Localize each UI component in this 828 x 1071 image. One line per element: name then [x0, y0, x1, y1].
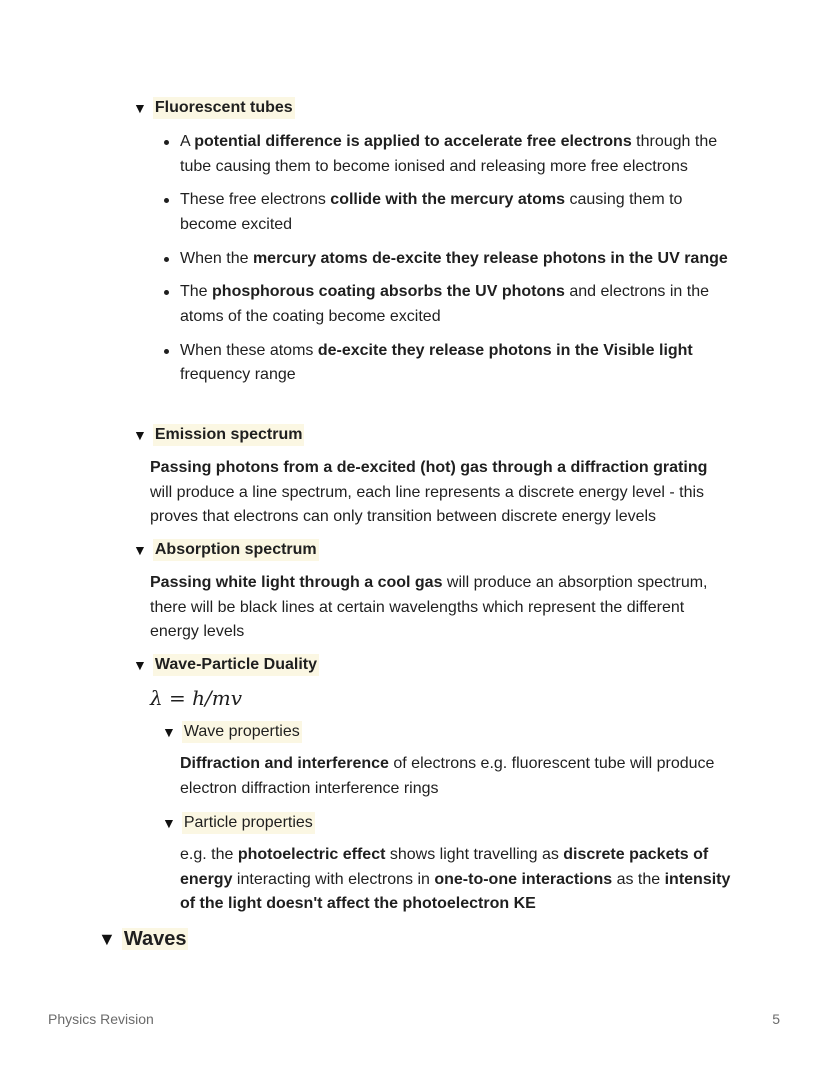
page-number: 5 — [772, 1011, 780, 1027]
fluorescent-tubes-list — [162, 130, 742, 397]
toggle-title: Fluorescent tubes — [153, 97, 295, 119]
particle-properties-text: e.g. the photoelectric effect shows light travelling as discrete packets of energy interacting with electrons in one-to-one interactions as the intensity of the light doesn't affect the photoelectron KE — [180, 846, 731, 912]
toggle-absorption-spectrum[interactable] — [133, 539, 319, 561]
de-broglie-formula: λ = h/mv — [150, 686, 243, 710]
toggle-title: Emission spectrum — [153, 424, 305, 446]
toggle-title: Wave-Particle Duality — [153, 654, 319, 676]
triangle-down-icon[interactable]: ▼ — [133, 427, 147, 443]
bullet-icon — [164, 257, 169, 262]
toggle-title: Particle properties — [182, 812, 315, 834]
wave-properties-text: Diffraction and interference of electrons e.g. fluorescent tube will produce electron diffraction interference rings — [180, 755, 715, 797]
triangle-down-icon[interactable]: ▼ — [98, 929, 116, 949]
list-item: A potential difference is applied to accelerate free electrons through the tube causing them to become ionised and releasing more free electrons — [162, 130, 742, 179]
toggle-wave-properties[interactable] — [162, 721, 302, 743]
bullet-icon — [164, 349, 169, 354]
toggle-waves[interactable] — [98, 928, 188, 950]
footer-title: Physics Revision — [48, 1011, 154, 1027]
toggle-title: Waves — [123, 928, 187, 950]
toggle-title: Wave properties — [182, 721, 302, 743]
toggle-particle-properties[interactable] — [162, 812, 315, 834]
emission-spectrum-text: Passing photons from a de-excited (hot) gas through a diffraction grating will produce a line spectrum, each line represents a discrete energy level - this proves that electrons can only transition between discrete energy levels — [150, 459, 708, 525]
triangle-down-icon[interactable]: ▼ — [133, 542, 147, 558]
toggle-title: Absorption spectrum — [153, 539, 319, 561]
list-item: When these atoms de-excite they release photons in the Visible light frequency range — [162, 339, 742, 388]
bullet-icon — [164, 140, 169, 145]
triangle-down-icon[interactable]: ▼ — [162, 815, 176, 831]
triangle-down-icon[interactable]: ▼ — [133, 657, 147, 673]
toggle-emission-spectrum[interactable] — [133, 424, 304, 446]
absorption-spectrum-text: Passing white light through a cool gas will produce an absorption spectrum, there will be black lines at certain wavelengths which represent the different energy levels — [150, 574, 708, 640]
triangle-down-icon[interactable]: ▼ — [133, 100, 147, 116]
list-item: The phosphorous coating absorbs the UV photons and electrons in the atoms of the coating become excited — [162, 280, 742, 329]
list-item: These free electrons collide with the mercury atoms causing them to become excited — [162, 188, 742, 237]
bullet-icon — [164, 290, 169, 295]
toggle-fluorescent-tubes[interactable] — [133, 97, 295, 119]
toggle-wave-particle-duality[interactable] — [133, 654, 319, 676]
triangle-down-icon[interactable]: ▼ — [162, 724, 176, 740]
list-item: When the mercury atoms de-excite they release photons in the UV range — [162, 247, 742, 272]
bullet-icon — [164, 198, 169, 203]
